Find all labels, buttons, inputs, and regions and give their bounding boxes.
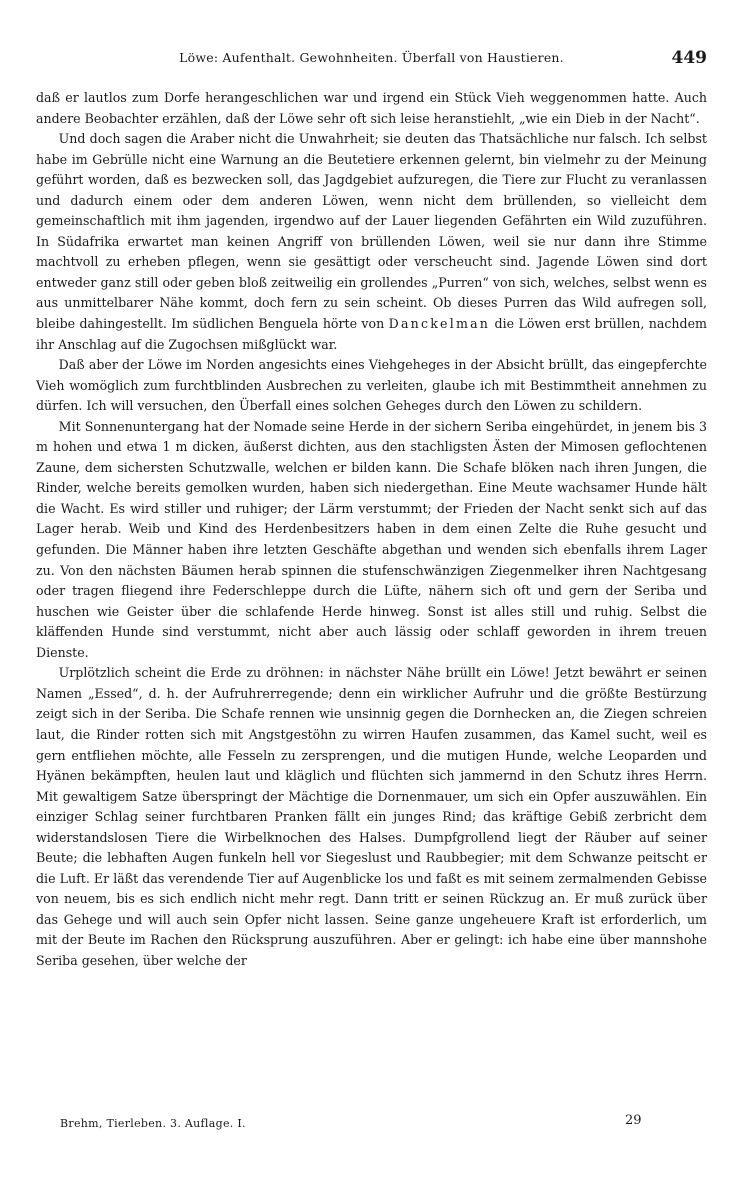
paragraph-1: daß er lautlos zum Dorfe herangeschlichen war und irgend ein Stück Vieh weggenommen hatte. Auch andere Beobachter erzählen, daß der Löwe sehr oft sich leise heranstiehlt, „wie ein Dieb in der Nacht“. — [36, 90, 707, 126]
person-name: Danckelman — [388, 316, 491, 332]
paragraph-2 — [36, 129, 707, 355]
paragraph-4: Mit Sonnenuntergang hat der Nomade seine Herde in der sichern Seriba eingehürdet, in jenem bis 3 m hohen und etwa 1 m dicken, äußerst dichten, aus den stachligsten Ästen der Mimosen geflochtenen Zaune, dem sichersten Schutzwalle, welchen er bilden kann. Die Schafe blöken nach ihren Jungen, die Rinder, welche bereits gemolken wurden, haben sich niedergethan. Eine Meute wachsamer Hunde hält die Wacht. Es wird stiller und ruhiger; der Lärm verstummt; der Frieden der Nacht senkt sich auf das Lager herab. Weib und Kind des Herdenbesitzers haben in dem einen Zelte die Ruhe gesucht und gefunden. Die Männer haben ihre letzten Geschäfte abgethan und wenden sich ebenfalls ihrem Lager zu. Von den nächsten Bäumen herab spinnen die stufenschwänzigen Ziegenmelker ihren Nachtgesang oder tragen fliegend ihre Federschleppe durch die Lüfte, nähern sich oft und gern der Seriba und huschen wie Geister über die schlafende Herde hinweg. Sonst ist alles still und ruhig. Selbst die kläffenden Hunde sind verstummt, nicht aber auch lässig oder schlaff geworden in ihrem treuen Dienste. — [36, 418, 707, 660]
paragraph-5: Urplötzlich scheint die Erde zu dröhnen: in nächster Nähe brüllt ein Löwe! Jetzt bewährt er seinen Namen „Essed“, d. h. der Aufruhrerregende; denn ein wirklicher Aufruhr und die größte Bestürzung zeigt sich in der Seriba. Die Schafe rennen wie unsinnig gegen die Dornhecken an, die Ziegen schreien laut, die Rinder rotten sich mit Angstgestöhn zu wirren Haufen zusammen, das Kamel sucht, weil es gern entfliehen möchte, alle Fesseln zu zersprengen, und die mutigen Hunde, welche Leoparden und Hyänen bekämpften, heulen laut und kläglich und flüchten sich jammernd in den Schutz ihres Herrn. Mit gewaltigem Satze überspringt der Mächtige die Dornenmauer, um sich ein Opfer auszuwählen. Ein einziger Schlag seiner furchtbaren Pranken fällt ein junges Rind; das kräftige Gebiß zerbricht dem widerstandslosen Tiere die Wirbelknochen des Halses. Dumpfgrollend liegt der Räuber auf seiner Beute; die lebhaften Augen funkeln hell vor Siegeslust und Raubbegier; mit dem Schwanze peitscht er die Luft. Er läßt das verendende Tier auf Augenblicke los und faßt es mit seinem zermalmenden Gebisse von neuem, bis es sich endlich nicht mehr regt. Dann tritt er seinen Rückzug an. Er muß zurück über das Gehege und will auch sein Opfer nicht lassen. Seine ganze ungeheuere Kraft ist erforderlich, um mit der Beute im Rachen den Rücksprung auszuführen. Aber er gelingt: ich habe eine über mannshohe Seriba gesehen, über welche der — [36, 665, 707, 968]
page-footer — [60, 1113, 707, 1135]
footer-book-line: Brehm, Tierleben. 3. Auflage. I. — [60, 1117, 246, 1130]
signature-mark: 29 — [625, 1113, 642, 1128]
paragraph-2-text-b: die Löwen erst brüllen, nachdem ihr Anschlag auf die Zugochsen mißglückt war. — [36, 316, 707, 352]
page-number: 449 — [671, 48, 707, 68]
paragraph-2-text-a: Und doch sagen die Araber nicht die Unwahrheit; sie deuten das Thatsächliche nur falsch. Ich selbst habe im Gebrülle nicht eine Warnung an die Beutetiere erkennen gelernt, bin vielmehr zu der Meinung geführt worden, daß es bezwecken soll, das Jagdgebiet aufzuregen, die Tiere zur Flucht zu veranlassen und dadurch einem oder dem anderen Löwen, wenn nicht dem brüllenden, so vielleicht dem gemeinschaftlich mit ihm jagenden, irgendwo auf der Lauer liegenden Gefährten ein Wild zuzuführen. In Südafrika erwartet man keinen Angriff von brüllenden Löwen, weil sie nur dann ihre Stimme machtvoll zu erheben pflegen, wenn sie gesättigt oder verscheucht sind. Jagende Löwen sind dort entweder ganz still oder geben bloß zeitweilig ein grollendes „Purren“ von sich, welches, selbst wenn es aus unmittelbarer Nähe kommt, doch fern zu sein scheint. Ob dieses Purren das Wild aufregen soll, bleibe dahingestellt. Im südlichen Benguela hörte von — [36, 131, 707, 332]
running-title: Löwe: Aufenthalt. Gewohnheiten. Überfall von Haustieren. — [179, 50, 564, 65]
running-head — [36, 50, 707, 72]
paragraph-3: Daß aber der Löwe im Norden angesichts eines Viehgeheges in der Absicht brüllt, das eingepferchte Vieh womöglich zum furchtblinden Ausbrechen zu verleiten, glaube ich mit Bestimmtheit annehmen zu dürfen. Ich will versuchen, den Überfall eines solchen Geheges durch den Löwen zu schildern. — [36, 357, 707, 414]
body-text — [36, 88, 707, 972]
